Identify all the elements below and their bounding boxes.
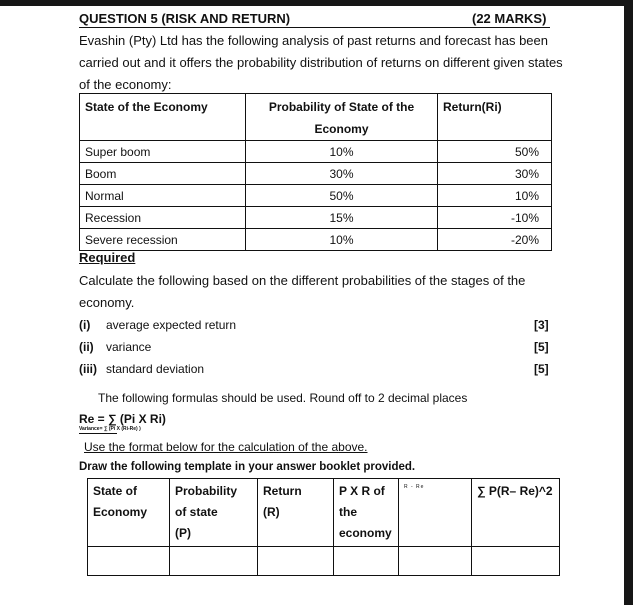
template-empty-row bbox=[88, 547, 560, 576]
item-text: average expected return bbox=[106, 318, 237, 332]
required-heading: Required bbox=[79, 250, 136, 265]
table-row bbox=[80, 185, 552, 207]
empty-cell bbox=[258, 547, 334, 576]
item-number: (ii) bbox=[79, 340, 94, 354]
window-frame-top bbox=[0, 0, 633, 6]
template-header-row bbox=[88, 479, 560, 547]
cell-return: -20% bbox=[438, 229, 552, 251]
item-marks: [5] bbox=[534, 362, 549, 376]
item-marks: [5] bbox=[534, 340, 549, 354]
window-frame-right bbox=[624, 0, 633, 605]
empty-cell bbox=[472, 547, 560, 576]
template-col-return: Return (R) bbox=[258, 479, 334, 547]
cell-state: Boom bbox=[80, 163, 246, 185]
item-number: (i) bbox=[79, 318, 91, 332]
item-text: standard deviation bbox=[106, 362, 205, 376]
formula-instruction: The following formulas should be used. Round off to 2 decimal places bbox=[98, 391, 468, 405]
formula-underline bbox=[79, 433, 117, 434]
cell-probability: 50% bbox=[246, 185, 438, 207]
cell-probability: 30% bbox=[246, 163, 438, 185]
table-row bbox=[80, 141, 552, 163]
intro-line-2: carried out and it offers the probability distribution of returns on different given states bbox=[79, 55, 563, 70]
header-probability: Probability of State of the Economy bbox=[246, 94, 438, 141]
cell-state: Super boom bbox=[80, 141, 246, 163]
template-col-sum: ∑ P(R– Re)^2 bbox=[472, 479, 560, 547]
cell-return: -10% bbox=[438, 207, 552, 229]
template-col-state: State of Economy bbox=[88, 479, 170, 547]
empty-cell bbox=[334, 547, 399, 576]
template-col-pxr: P X R of the economy bbox=[334, 479, 399, 547]
required-line-1: Calculate the following based on the different probabilities of the stages of the bbox=[79, 273, 526, 288]
economy-table bbox=[79, 93, 552, 251]
table-row bbox=[80, 207, 552, 229]
table-row bbox=[80, 229, 552, 251]
question-title: QUESTION 5 (RISK AND RETURN) bbox=[79, 11, 291, 26]
empty-cell bbox=[399, 547, 472, 576]
item-number: (iii) bbox=[79, 362, 97, 376]
empty-cell bbox=[88, 547, 170, 576]
intro-line-1: Evashin (Pty) Ltd has the following analysis of past returns and forecast has been bbox=[79, 33, 548, 48]
item-marks: [3] bbox=[534, 318, 549, 332]
template-col-probability: Probability of state (P) bbox=[170, 479, 258, 547]
item-text: variance bbox=[106, 340, 152, 354]
cell-probability: 10% bbox=[246, 229, 438, 251]
question-marks: (22 MARKS) bbox=[472, 11, 547, 26]
table-header-row bbox=[80, 94, 552, 141]
cell-return: 50% bbox=[438, 141, 552, 163]
intro-line-3: of the economy: bbox=[79, 77, 172, 92]
cell-probability: 15% bbox=[246, 207, 438, 229]
cell-state: Recession bbox=[80, 207, 246, 229]
cell-state: Severe recession bbox=[80, 229, 246, 251]
template-col-deviation: R - Re bbox=[399, 479, 472, 547]
header-return: Return(Ri) bbox=[438, 94, 552, 141]
variance-formula: Variance= ∑ (Pi X (Ri-Re) ) bbox=[79, 426, 141, 432]
header-state: State of the Economy bbox=[80, 94, 246, 141]
re-formula: Re = ∑ (Pi X Ri) bbox=[79, 412, 166, 426]
cell-return: 10% bbox=[438, 185, 552, 207]
draw-template-text: Draw the following template in your answer booklet provided. bbox=[79, 461, 416, 473]
use-format-text: Use the format below for the calculation of the above. bbox=[84, 440, 368, 454]
cell-return: 30% bbox=[438, 163, 552, 185]
required-line-2: economy. bbox=[79, 295, 135, 310]
cell-state: Normal bbox=[80, 185, 246, 207]
answer-template-table bbox=[87, 478, 560, 576]
cell-probability: 10% bbox=[246, 141, 438, 163]
empty-cell bbox=[170, 547, 258, 576]
title-underline bbox=[79, 27, 550, 28]
table-row bbox=[80, 163, 552, 185]
